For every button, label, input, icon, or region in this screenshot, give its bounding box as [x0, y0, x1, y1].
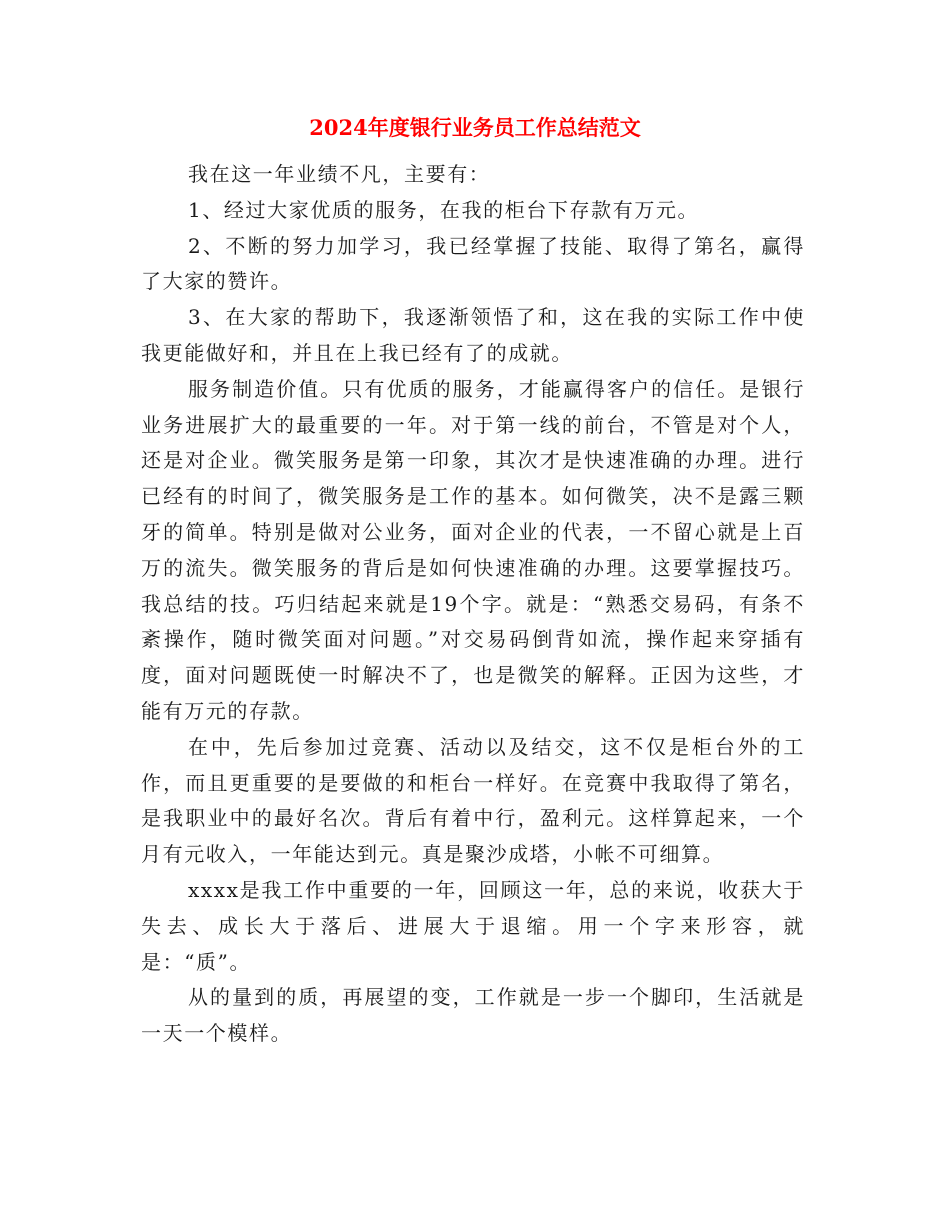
paragraph-summary: xxxx是我工作中重要的一年，回顾这一年，总的来说，收获大于失去、成长大于落后、进展大于退缩。用一个字来形容，就是：“质”。 [141, 877, 805, 974]
paragraph-activities: 在中，先后参加过竞赛、活动以及结交，这不仅是柜台外的工作，而且更重要的是要做的和柜台一样好。在竞赛中我取得了第名，是我职业中的最好名次。背后有着中行，盈利元。这样算起来，一个月有元收入，一年能达到元。真是聚沙成塔，小帐不可细算。 [141, 734, 805, 867]
paragraph-item-3: 3、在大家的帮助下，我逐渐领悟了和，这在我的实际工作中使我更能做好和，并且在上我已经有了的成就。 [141, 305, 805, 365]
paragraph-item-1: 1、经过大家优质的服务，在我的柜台下存款有万元。 [188, 197, 700, 222]
document-body [141, 157, 805, 1052]
paragraph-service: 服务制造价值。只有优质的服务，才能赢得客户的信任。是银行业务进展扩大的最重要的一年。对于第一线的前台，不管是对个人，还是对企业。微笑服务是第一印象，其次才是快速准确的办理。进行已经有的时间了，微笑服务是工作的基本。如何微笑，决不是露三颗牙的简单。特别是做对公业务，面对企业的代表，一不留心就是上百万的流失。微笑服务的背后是如何快速准确的办理。这要掌握技巧。我总结的技。巧归结起来就是19个字。就是：“熟悉交易码，有条不紊操作，随时微笑面对问题。”对交易码倒背如流，操作起来穿插有度，面对问题既使一时解决不了，也是微笑的解释。正因为这些，才能有万元的存款。 [141, 376, 805, 723]
paragraph-item-2: 2、不断的努力加学习，我已经掌握了技能、取得了第名，赢得了大家的赞许。 [141, 233, 805, 294]
paragraph-intro: 我在这一年业绩不凡，主要有： [188, 162, 491, 186]
document-title: 2024年度银行业务员工作总结范文 [309, 115, 641, 140]
paragraph-closing: 从的量到的质，再展望的变，工作就是一步一个脚印，生活就是一天一个模样。 [141, 985, 805, 1046]
